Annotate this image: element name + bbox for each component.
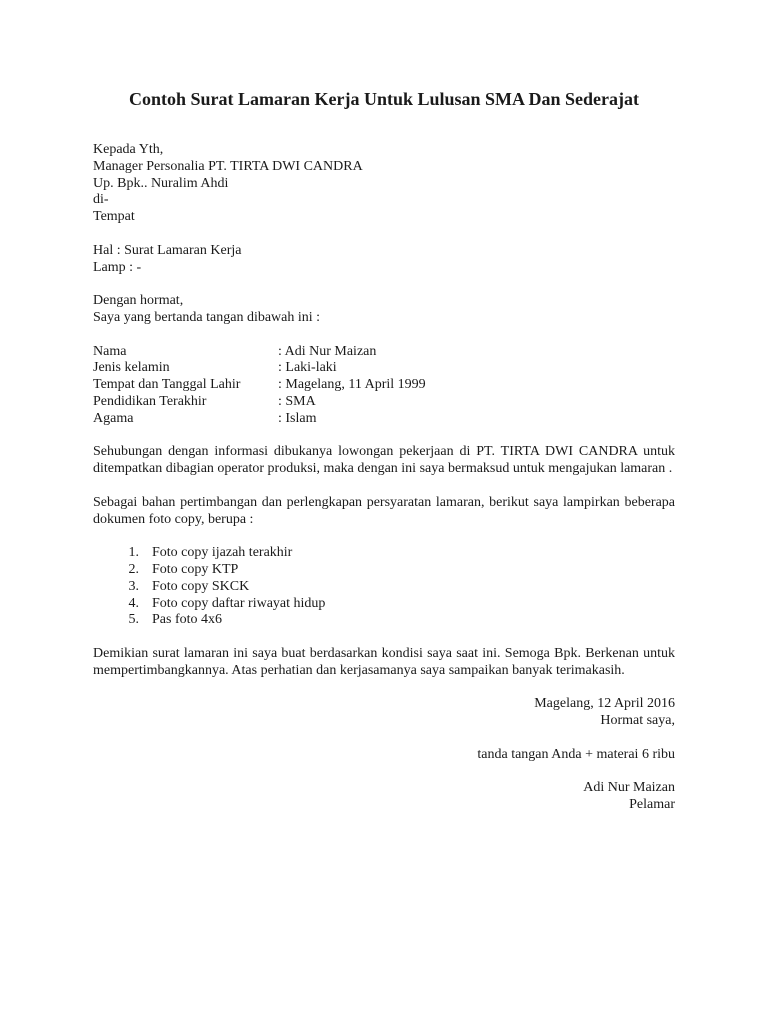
field-value: : Adi Nur Maizan [278, 343, 377, 359]
paragraph-closing: Demikian surat lamaran ini saya buat berdasarkan kondisi saya saat ini. Semoga Bpk. Berkenan untuk mempertimbangkannya. Atas perhatian dan kerjasamanya saya sampaikan banyak terimakasih. [93, 645, 675, 678]
list-number: 2. [128, 561, 139, 577]
field-label: Pendidikan Terakhir [93, 393, 207, 409]
letter-body [93, 142, 675, 814]
list-text: Foto copy KTP [152, 561, 239, 577]
regards: Hormat saya, [600, 713, 675, 729]
signature-note: tanda tangan Anda + materai 6 ribu [477, 746, 675, 762]
recipient-line: Tempat [93, 209, 135, 225]
list-number: 5. [128, 612, 139, 628]
list-number: 4. [128, 595, 139, 611]
list-number: 1. [128, 545, 139, 561]
greeting-block [93, 293, 675, 327]
recipient-block [93, 142, 675, 226]
list-text: Foto copy SKCK [152, 578, 250, 594]
field-row [93, 360, 675, 377]
subject-block [93, 243, 675, 277]
list-text: Foto copy daftar riwayat hidup [152, 595, 326, 611]
list-item [93, 579, 675, 596]
document-title: Contoh Surat Lamaran Kerja Untuk Lulusan SMA Dan Sederajat [128, 89, 640, 109]
field-value: : Laki-laki [278, 360, 337, 376]
place-date: Magelang, 12 April 2016 [534, 696, 675, 712]
paragraph-job-vacancy: Sehubungan dengan informasi dibukanya lowongan pekerjaan di PT. TIRTA DWI CANDRA untuk ditempatkan dibagian operator produksi, maka dengan ini saya bermaksud untuk mengajukan lamaran . [93, 444, 675, 477]
signature-block [93, 696, 675, 814]
field-row [93, 377, 675, 394]
list-item [93, 562, 675, 579]
applicant-fields [93, 344, 675, 428]
recipient-line: Manager Personalia PT. TIRTA DWI CANDRA [93, 158, 363, 174]
field-row [93, 344, 675, 361]
subject-line: Hal : Surat Lamaran Kerja [93, 242, 242, 258]
field-label: Agama [93, 410, 134, 426]
recipient-line: Up. Bpk.. Nuralim Ahdi [93, 175, 229, 191]
list-number: 3. [128, 578, 139, 594]
recipient-line: Kepada Yth, [93, 142, 164, 157]
signer-role: Pelamar [629, 797, 675, 813]
field-value: : Islam [278, 410, 317, 426]
field-label: Jenis kelamin [93, 360, 170, 376]
intro-line: Saya yang bertanda tangan dibawah ini : [93, 309, 321, 325]
recipient-line: di- [93, 192, 109, 208]
attachment-list [93, 545, 675, 629]
attachment-count-line: Lamp : - [93, 259, 142, 275]
salutation: Dengan hormat, [93, 293, 184, 309]
list-item [93, 612, 675, 629]
field-label: Nama [93, 343, 127, 359]
signer-name: Adi Nur Maizan [583, 780, 675, 796]
field-value: : SMA [278, 393, 316, 409]
field-label: Tempat dan Tanggal Lahir [93, 377, 241, 393]
field-row [93, 394, 675, 411]
list-text: Pas foto 4x6 [152, 612, 222, 628]
list-text: Foto copy ijazah terakhir [152, 545, 293, 561]
list-item [93, 545, 675, 562]
paragraph-attachments-intro: Sebagai bahan pertimbangan dan perlengkapan persyaratan lamaran, berikut saya lampirkan beberapa dokumen foto copy, berupa : [93, 494, 675, 527]
list-item [93, 596, 675, 613]
field-value: : Magelang, 11 April 1999 [278, 377, 426, 393]
field-row [93, 411, 675, 428]
